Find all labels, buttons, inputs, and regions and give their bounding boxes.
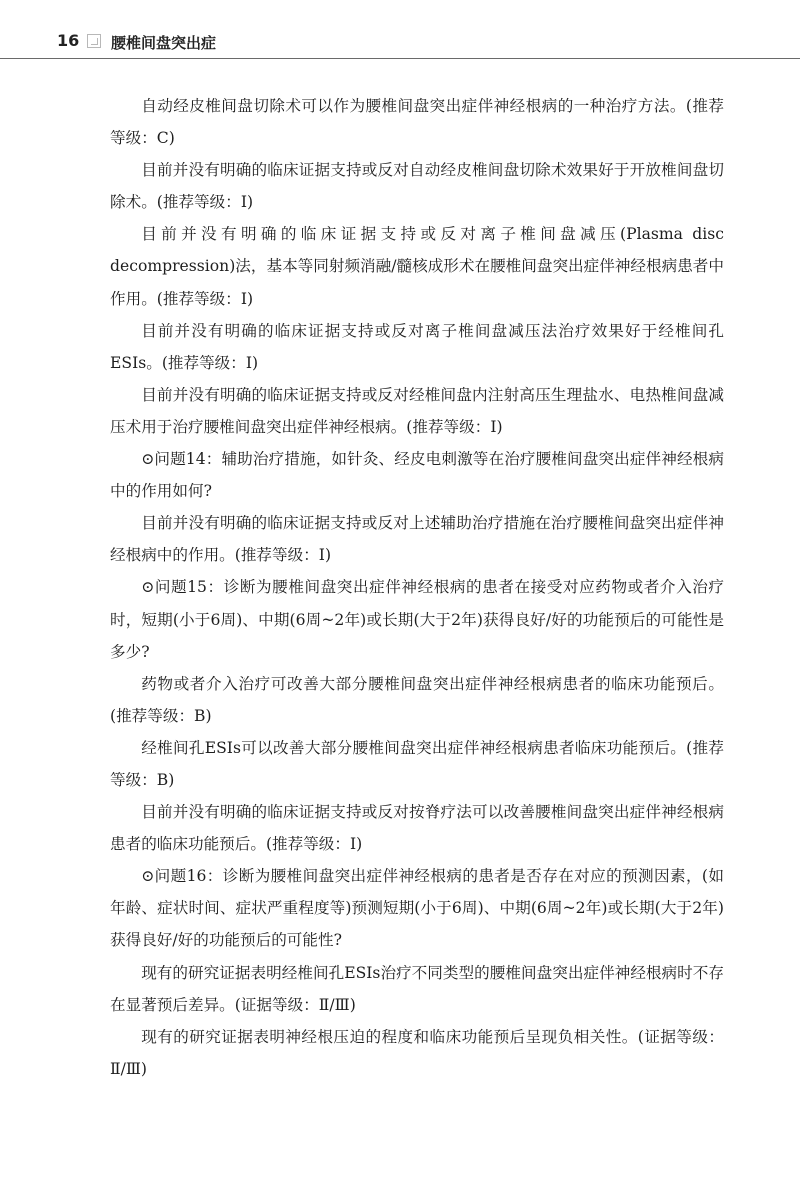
paragraph: 经椎间孔ESIs可以改善大部分腰椎间盘突出症伴神经根病患者临床功能预后。(推荐等级：B) [110, 738, 724, 789]
question-paragraph: ⊙问题16：诊断为腰椎间盘突出症伴神经根病的患者是否存在对应的预测因素，(如年龄、症状时间、症状严重程度等)预测短期(小于6周)、中期(6周~2年)或长期(大于2年)获得良好/好的功能预后的可能性? [110, 867, 724, 950]
paragraph: 自动经皮椎间盘切除术可以作为腰椎间盘突出症伴神经根病的一种治疗方法。(推荐等级：C) [110, 97, 724, 148]
paragraph: 药物或者介入治疗可改善大部分腰椎间盘突出症伴神经根病患者的临床功能预后。(推荐等级：B) [110, 674, 724, 725]
paragraph: 现有的研究证据表明神经根压迫的程度和临床功能预后呈现负相关性。(证据等级：Ⅱ/Ⅲ) [110, 1027, 724, 1078]
paragraph: 目前并没有明确的临床证据支持或反对经椎间盘内注射高压生理盐水、电热椎间盘减压术用于治疗腰椎间盘突出症伴神经根病。(推荐等级：Ⅰ) [110, 385, 724, 436]
paragraph: 目前并没有明确的临床证据支持或反对上述辅助治疗措施在治疗腰椎间盘突出症伴神经根病中的作用。(推荐等级：Ⅰ) [110, 514, 724, 565]
question-paragraph: ⊙问题14：辅助治疗措施，如针灸、经皮电刺激等在治疗腰椎间盘突出症伴神经根病中的作用如何? [110, 450, 724, 501]
paragraph: 目前并没有明确的临床证据支持或反对离子椎间盘减压(Plasma disc decompression)法，基本等同射频消融/髓核成形术在腰椎间盘突出症伴神经根病患者中作用。(推荐等级：Ⅰ) [110, 225, 724, 308]
header-rule [0, 58, 800, 59]
chapter-title: 腰椎间盘突出症 [111, 34, 217, 52]
running-header [0, 28, 800, 58]
body-text [110, 90, 724, 1085]
paragraph: 目前并没有明确的临床证据支持或反对自动经皮椎间盘切除术效果好于开放椎间盘切除术。(推荐等级：Ⅰ) [110, 161, 724, 212]
header-ornament-icon [87, 34, 101, 48]
paragraph: 现有的研究证据表明经椎间孔ESIs治疗不同类型的腰椎间盘突出症伴神经根病时不存在显著预后差异。(证据等级：Ⅱ/Ⅲ) [110, 963, 724, 1014]
question-paragraph: ⊙问题15：诊断为腰椎间盘突出症伴神经根病的患者在接受对应药物或者介入治疗时，短期(小于6周)、中期(6周~2年)或长期(大于2年)获得良好/好的功能预后的可能性是多少? [110, 578, 724, 661]
paragraph: 目前并没有明确的临床证据支持或反对按脊疗法可以改善腰椎间盘突出症伴神经根病患者的临床功能预后。(推荐等级：Ⅰ) [110, 803, 724, 854]
page-number: 16 [57, 31, 80, 50]
paragraph: 目前并没有明确的临床证据支持或反对离子椎间盘减压法治疗效果好于经椎间孔ESIs。(推荐等级：Ⅰ) [110, 321, 724, 372]
